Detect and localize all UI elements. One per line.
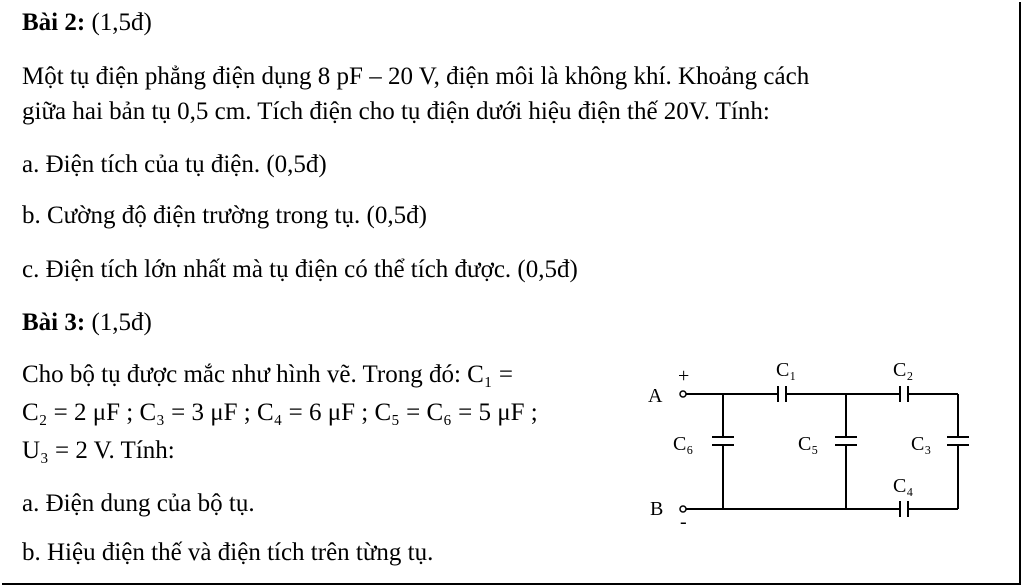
problem3-title: Bài 3: [22, 309, 86, 336]
c4-label: C₄ [893, 475, 914, 497]
problem2-title: Bài 2: [22, 9, 86, 36]
problem3-points: (1,5đ) [91, 309, 152, 336]
problem3-intro-line3: U₃ = 2 V. Tính: [22, 437, 175, 464]
problem2-item-a: a. Điện tích của tụ điện. (0,5đ) [22, 151, 327, 178]
problem3-heading [22, 308, 152, 338]
c1-label: C₁ [776, 359, 797, 381]
problem2-points: (1,5đ) [91, 9, 152, 36]
c6-label: C₆ [673, 433, 694, 455]
circuit-diagram [628, 352, 1018, 532]
problem2-item-b: b. Cường độ điện trường trong tụ. (0,5đ) [22, 202, 427, 229]
problem3-intro-line1: Cho bộ tụ được mắc như hình vẽ. Trong đó: C₁ = [22, 361, 513, 388]
problem3-item-b: b. Hiệu điện thế và điện tích trên từng tụ. [22, 539, 434, 566]
problem2-intro-line1: Một tụ điện phẳng điện dụng 8 pF – 20 V, điện môi là không khí. Khoảng cách [22, 63, 810, 90]
problem2-intro-line2: giữa hai bản tụ 0,5 cm. Tích điện cho tụ điện dưới hiệu điện thế 20V. Tính: [22, 98, 770, 125]
plus-sign: + [678, 365, 690, 387]
minus-sign: - [680, 511, 687, 532]
problem3-item-a: a. Điện dung của bộ tụ. [22, 490, 255, 517]
c3-label: C₃ [911, 433, 932, 455]
terminal-b-label: B [650, 498, 664, 520]
terminal-a-label: A [648, 385, 663, 407]
c2-label: C₂ [893, 359, 914, 381]
problem2-heading [22, 8, 152, 38]
problem2-item-c: c. Điện tích lớn nhất mà tụ điện có thể tích được. (0,5đ) [22, 256, 578, 283]
terminal-a-node [680, 391, 686, 397]
problem3-intro-line2: C₂ = 2 μF ; C₃ = 3 μF ; C₄ = 6 μF ; C₅ = C₆ = 5 μF ; [22, 399, 538, 426]
c5-label: C₅ [798, 433, 819, 455]
